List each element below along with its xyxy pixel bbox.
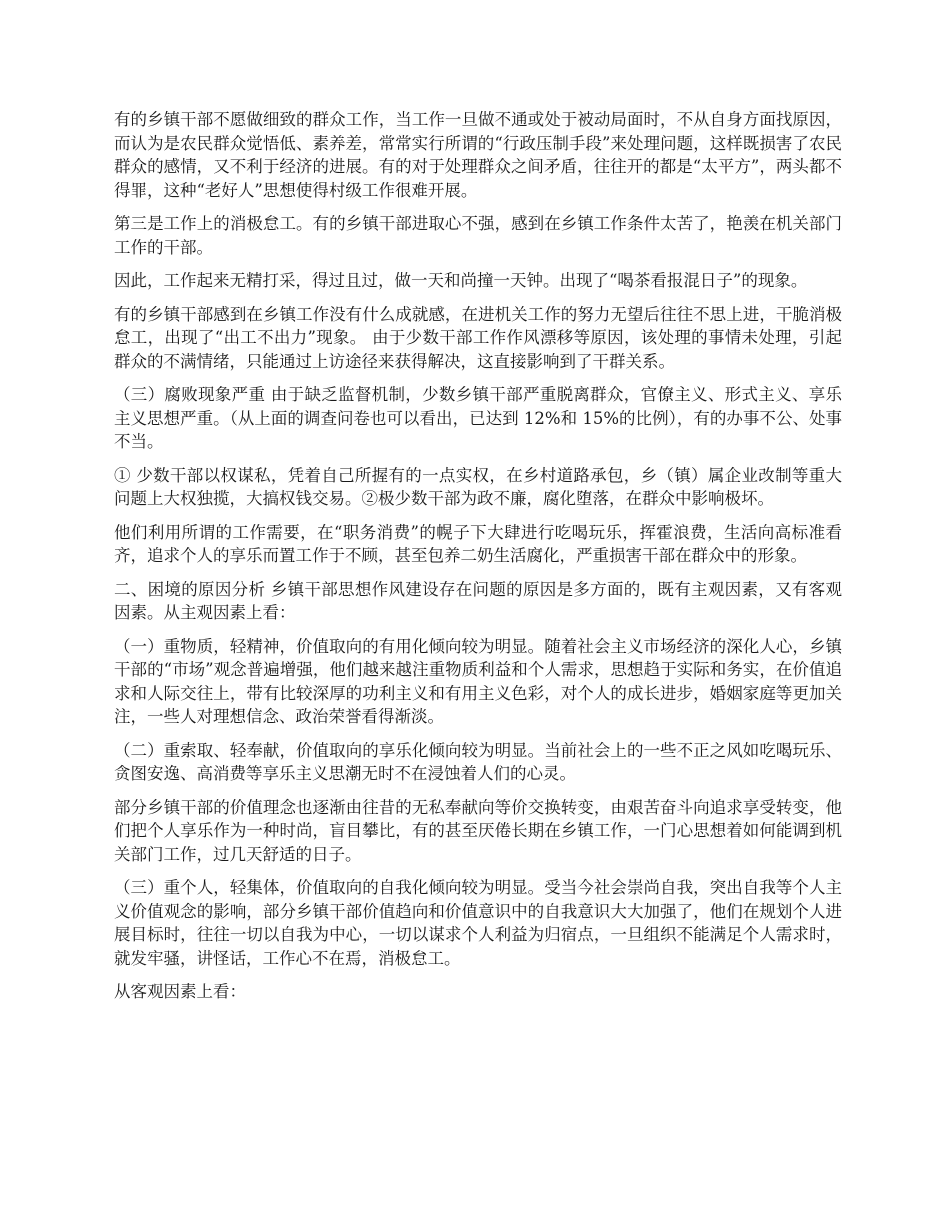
paragraph: 部分乡镇干部的价值理念也逐渐由往昔的无私奉献向等价交换转变，由艰苦奋斗向追求享受转变，他们把个人享乐作为一种时尚，盲目攀比，有的甚至厌倦长期在乡镇工作，一门心思想着如何能调到机关部门工作，过几天舒适的日子。 (114, 797, 842, 864)
document-body (114, 108, 842, 1014)
paragraph: 他们利用所谓的工作需要，在“职务消费”的幌子下大肆进行吃喝玩乐，挥霍浪费，生活向高标准看齐，追求个人的享乐而置工作于不顾，甚至包养二奶生活腐化，严重损害干部在群众中的形象。 (114, 522, 842, 565)
paragraph: （三）腐败现象严重 由于缺乏监督机制，少数乡镇干部严重脱离群众，官僚主义、形式主义、享乐主义思想严重。（从上面的调查问卷也可以看出，已达到 12%和 15%的比例），有的办事不公、处事不当。 (114, 385, 842, 451)
paragraph: （三）重个人，轻集体，价值取向的自我化倾向较为明显。受当今社会崇尚自我，突出自我等个人主义价值观念的影响，部分乡镇干部价值趋向和价值意识中的自我意识大大加强了，他们在规划个人进展目标时，往往一切以自我为中心，一切以谋求个人利益为归宿点，一旦组织不能满足个人需求时，就发牢骚，讲怪话，工作心不在焉，消极怠工。 (114, 878, 842, 968)
paragraph: ① 少数干部以权谋私，凭着自己所握有的一点实权，在乡村道路承包，乡（镇）属企业改制等重大问题上大权独揽，大搞权钱交易。②极少数干部为政不廉，腐化堕落，在群众中影响极坏。 (114, 465, 842, 508)
paragraph: （一）重物质，轻精神，价值取向的有用化倾向较为明显。随着社会主义市场经济的深化人心，乡镇干部的“市场”观念普遍增强，他们越来越注重物质利益和个人需求，思想趋于实际和务实，在价值追求和人际交往上，带有比较深厚的功利主义和有用主义色彩，对个人的成长进步，婚姻家庭等更加关注，一些人对理想信念、政治荣誉看得渐淡。 (114, 636, 842, 726)
paragraph: 有的乡镇干部感到在乡镇工作没有什么成就感，在进机关工作的努力无望后往往不思上进，干脆消极怠工，出现了“出工不出力”现象。 由于少数干部工作作风漂移等原因，该处理的事情未处理，引起群众的不满情绪，只能通过上访途径来获得解决，这直接影响到了干群关系。 (114, 304, 842, 371)
paragraph: 因此，工作起来无精打采，得过且过，做一天和尚撞一天钟。出现了“喝茶看报混日子”的现象。 (114, 271, 808, 290)
paragraph: 从客观因素上看： (114, 982, 246, 1001)
paragraph: （二）重索取、轻奉献，价值取向的享乐化倾向较为明显。当前社会上的一些不正之风如吃喝玩乐、贪图安逸、高消费等享乐主义思潮无时不在浸蚀着人们的心灵。 (114, 740, 842, 783)
paragraph: 有的乡镇干部不愿做细致的群众工作，当工作一旦做不通或处于被动局面时，不从自身方面找原因，而认为是农民群众觉悟低、素养差，常常实行所谓的“行政压制手段”来处理问题，这样既损害了农民群众的感情，又不利于经济的进展。有的对于处理群众之间矛盾，往往开的都是“太平方”，两头都不得罪，这种“老好人”思想使得村级工作很难开展。 (114, 110, 842, 200)
paragraph: 第三是工作上的消极怠工。有的乡镇干部进取心不强，感到在乡镇工作条件太苦了，艳羡在机关部门工作的干部。 (114, 214, 842, 257)
section-heading-paragraph: 二、困境的原因分析 乡镇干部思想作风建设存在问题的原因是多方面的，既有主观因素，又有客观因素。从主观因素上看： (114, 579, 842, 622)
